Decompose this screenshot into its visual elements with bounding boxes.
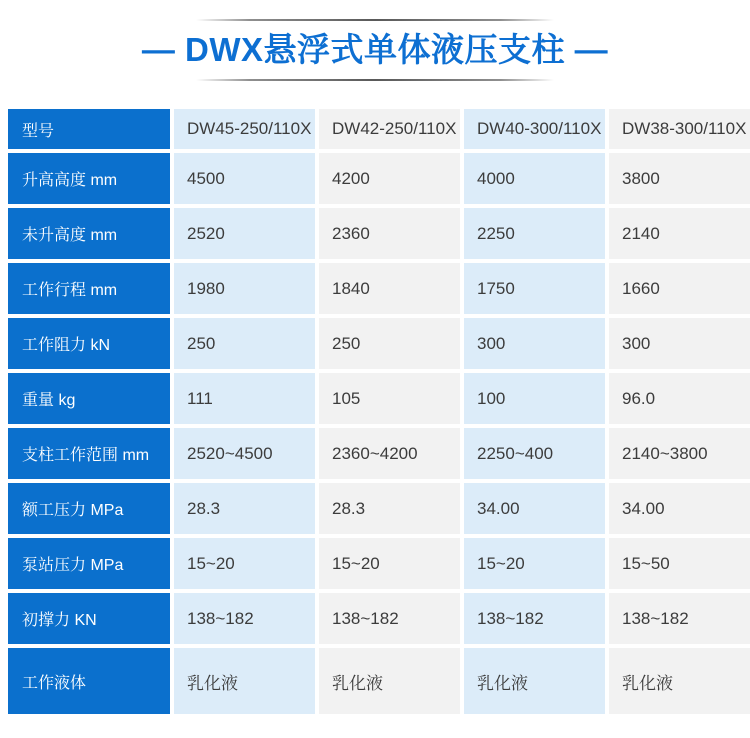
title-block [0,0,750,81]
table-row [8,208,750,259]
spec-cell: 34.00 [464,483,605,534]
model-cell: DW45-250/110X [174,109,315,149]
model-cell: DW40-300/110X [464,109,605,149]
table-row [8,318,750,369]
table-row [8,593,750,644]
table-row [8,373,750,424]
spec-cell: 乳化液 [609,648,750,714]
title-top-rule [196,19,554,21]
spec-cell: 2140 [609,208,750,259]
spec-cell: 2360~4200 [319,428,460,479]
spec-cell: 15~20 [464,538,605,589]
spec-cell: 乳化液 [174,648,315,714]
spec-cell: 1980 [174,263,315,314]
spec-cell: 3800 [609,153,750,204]
row-label: 额工压力 MPa [8,483,170,534]
spec-cell: 4000 [464,153,605,204]
row-label: 初撑力 KN [8,593,170,644]
spec-cell: 250 [319,318,460,369]
spec-cell: 2250 [464,208,605,259]
spec-cell: 300 [464,318,605,369]
spec-cell: 138~182 [319,593,460,644]
row-label: 支柱工作范围 mm [8,428,170,479]
row-label: 重量 kg [8,373,170,424]
spec-cell: 乳化液 [319,648,460,714]
spec-cell: 2140~3800 [609,428,750,479]
table-row [8,483,750,534]
table-row [8,538,750,589]
model-cell: DW38-300/110X [609,109,750,149]
table-row [8,153,750,204]
spec-cell: 96.0 [609,373,750,424]
spec-cell: 138~182 [174,593,315,644]
row-label: 型号 [8,109,170,149]
row-label: 工作阻力 kN [8,318,170,369]
row-label: 工作液体 [8,648,170,714]
spec-cell: 138~182 [464,593,605,644]
spec-cell: 138~182 [609,593,750,644]
spec-cell: 1750 [464,263,605,314]
spec-cell: 2520 [174,208,315,259]
row-label: 未升高度 mm [8,208,170,259]
spec-cell: 300 [609,318,750,369]
spec-table [4,105,750,718]
spec-cell: 乳化液 [464,648,605,714]
spec-cell: 1660 [609,263,750,314]
spec-cell: 15~20 [174,538,315,589]
spec-cell: 28.3 [174,483,315,534]
table-row [8,648,750,714]
table-row [8,263,750,314]
title-bottom-rule [196,79,554,81]
spec-cell: 4200 [319,153,460,204]
page-title: — DWX悬浮式单体液压支柱 — [141,31,609,68]
table-row [8,428,750,479]
spec-cell: 28.3 [319,483,460,534]
row-label: 升高高度 mm [8,153,170,204]
spec-cell: 1840 [319,263,460,314]
spec-cell: 2520~4500 [174,428,315,479]
spec-cell: 100 [464,373,605,424]
spec-cell: 2250~400 [464,428,605,479]
spec-cell: 2360 [319,208,460,259]
spec-cell: 105 [319,373,460,424]
model-cell: DW42-250/110X [319,109,460,149]
spec-cell: 34.00 [609,483,750,534]
spec-cell: 15~50 [609,538,750,589]
spec-cell: 250 [174,318,315,369]
spec-cell: 15~20 [319,538,460,589]
row-label: 工作行程 mm [8,263,170,314]
spec-cell: 4500 [174,153,315,204]
row-label: 泵站压力 MPa [8,538,170,589]
spec-cell: 111 [174,373,315,424]
model-header-row [8,109,750,149]
